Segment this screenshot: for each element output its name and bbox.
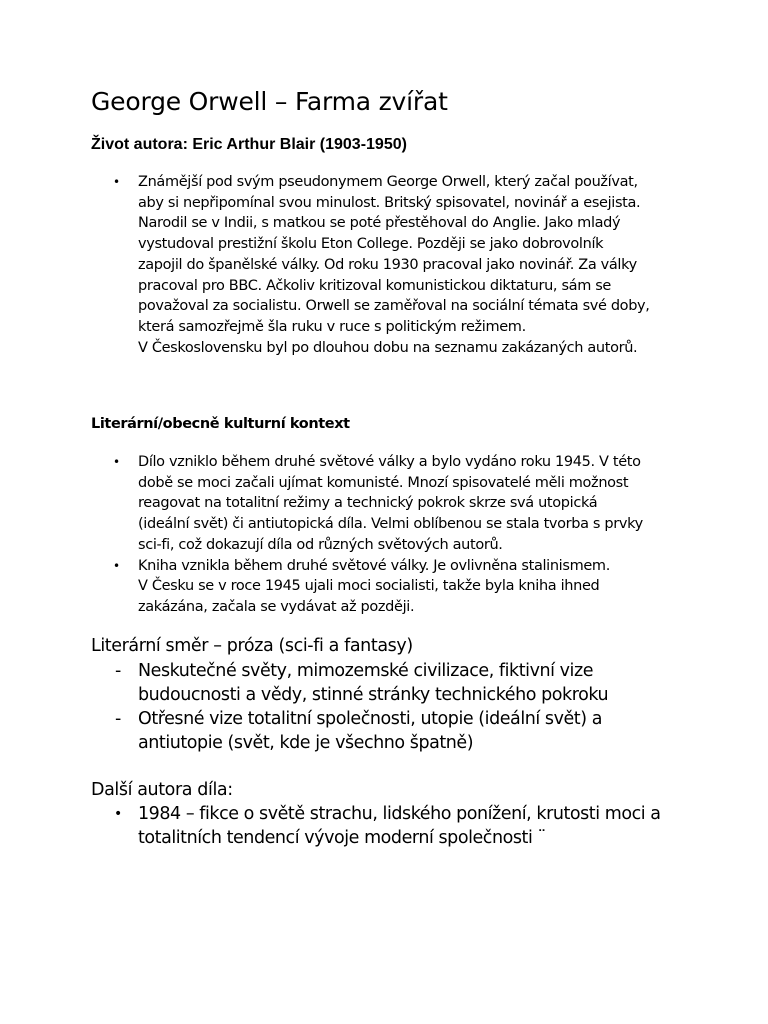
list-item — [91, 452, 691, 556]
bullet-marker: • — [114, 806, 122, 822]
paragraph-line: budoucnosti a vědy, stinné stránky technického pokroku — [138, 685, 609, 705]
bullet-marker: • — [113, 558, 120, 573]
paragraph-line: V Česku se v roce 1945 ujali moci socialisti, takže byla kniha ihned — [138, 578, 600, 595]
paragraph-line: Dílo vzniklo během druhé světové války a bylo vydáno roku 1945. V této — [138, 454, 641, 470]
bullet-marker: • — [113, 175, 120, 189]
context-section-heading: Literární/obecně kulturní kontext — [91, 416, 350, 432]
paragraph-line: Známější pod svým pseudonymem George Orwell, který začal používat, — [138, 174, 638, 190]
genre-dash-list — [91, 659, 711, 755]
bullet-marker: • — [113, 455, 120, 469]
list-item — [91, 172, 691, 358]
genre-section-heading: Literární směr – próza (sci-fi a fantasy) — [91, 636, 413, 656]
author-section-heading: Život autora: Eric Arthur Blair (1903-1950) — [91, 136, 407, 153]
paragraph-line: aby si nepřipomínal svou minulost. Britský spisovatel, novinář a esejista. — [138, 194, 641, 211]
paragraph-line: (ideální svět) či antiutopická díla. Velmi oblíbenou se stala tvorba s prvky — [138, 516, 643, 533]
list-item — [91, 802, 711, 850]
paragraph-line: reagovat na totalitní režimy a technický pokrok skrze svá utopická — [138, 495, 598, 512]
other-works-list — [91, 802, 711, 850]
paragraph-line: vystudoval prestižní školu Eton College. Později se jako dobrovolník — [138, 236, 604, 253]
other-works-heading: Další autora díla: — [91, 780, 233, 800]
paragraph-line: pracoval pro BBC. Ačkoliv kritizoval komunistickou diktaturu, sám se — [138, 277, 612, 294]
paragraph-line: Neskutečné světy, mimozemské civilizace, fiktivní vize — [138, 661, 594, 681]
paragraph-line: antiutopie (svět, kde je všechno špatně) — [138, 733, 474, 753]
document-title: George Orwell – Farma zvířat — [91, 87, 448, 116]
paragraph-line: době se moci začali ujímat komunisté. Mnozí spisovatelé měli možnost — [138, 474, 629, 491]
list-item — [91, 659, 711, 707]
paragraph-line: Narodil se v Indii, s matkou se poté přestěhoval do Anglie. Jako mladý — [138, 215, 621, 232]
dash-marker: - — [115, 709, 121, 729]
paragraph-line: V Československu byl po dlouhou dobu na seznamu zakázaných autorů. — [138, 339, 638, 356]
paragraph-line: považoval za socialistu. Orwell se zaměřoval na sociální témata své doby, — [138, 298, 650, 315]
paragraph-line: totalitních tendencí vývoje moderní společnosti ¨ — [138, 828, 546, 848]
paragraph-line: Otřesné vize totalitní společnosti, utopie (ideální svět) a — [138, 709, 602, 729]
dash-marker: - — [115, 661, 121, 681]
paragraph-line: sci-fi, což dokazují díla od různých světových autorů. — [138, 536, 503, 553]
author-bullet-list — [91, 172, 691, 358]
paragraph-line: Kniha vznikla během druhé světové války. Je ovlivněna stalinismem. — [138, 557, 610, 574]
list-item — [91, 556, 691, 618]
paragraph-line: zakázána, začala se vydávat až později. — [138, 598, 415, 615]
paragraph-line: 1984 – fikce o světě strachu, lidského ponížení, krutosti moci a — [138, 804, 661, 824]
list-item — [91, 707, 711, 755]
context-bullet-list — [91, 452, 691, 618]
paragraph-line: zapojil do španělské války. Od roku 1930 pracoval jako novinář. Za války — [138, 256, 637, 273]
paragraph-line: která samozřejmě šla ruku v ruce s politickým režimem. — [138, 318, 526, 335]
